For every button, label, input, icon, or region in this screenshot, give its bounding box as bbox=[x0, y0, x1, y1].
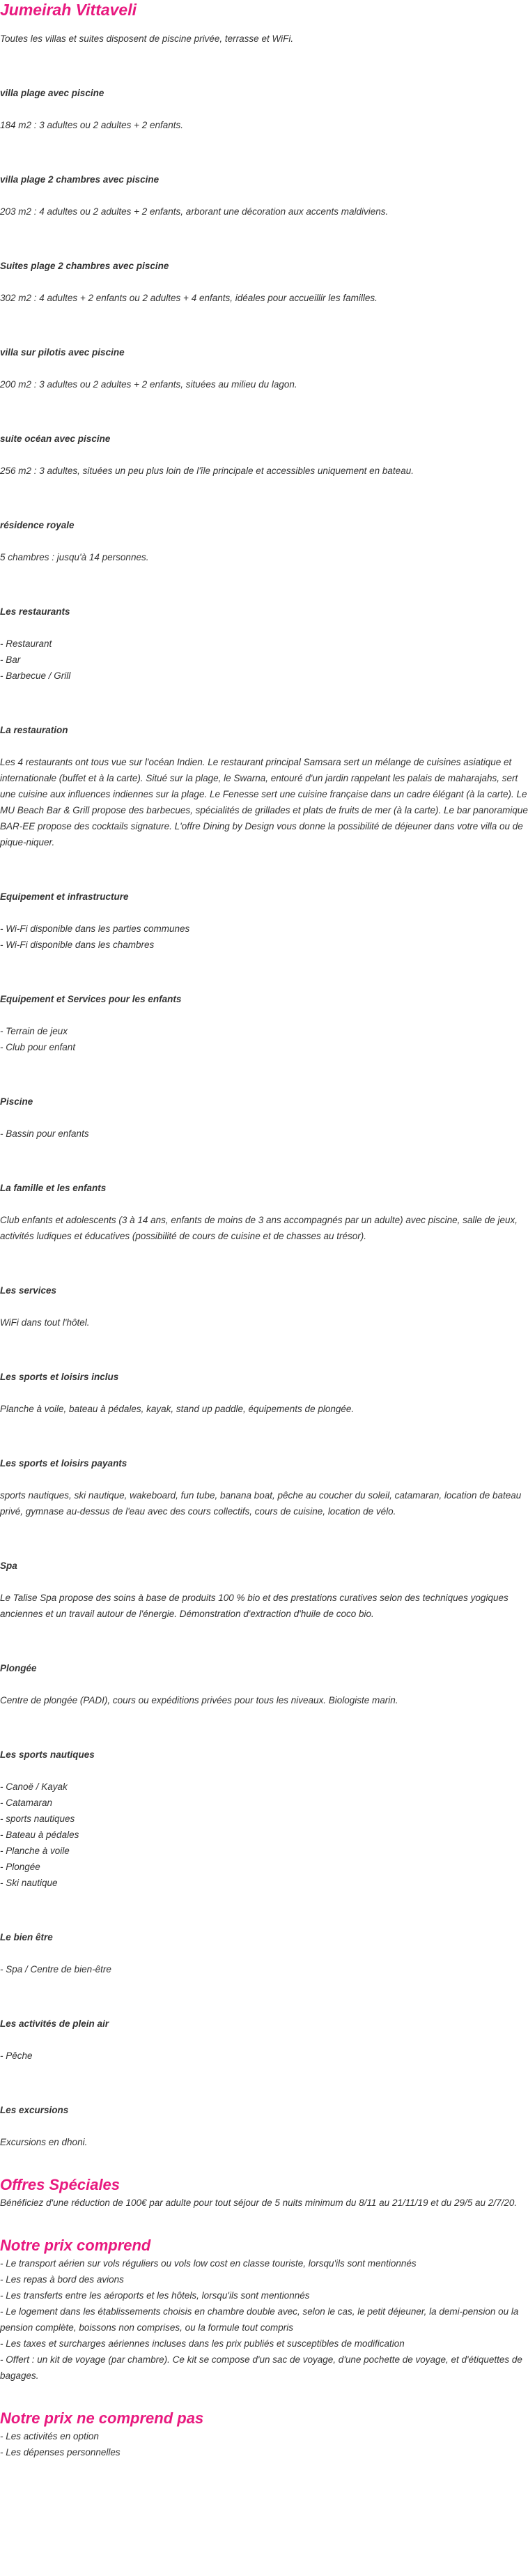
section bbox=[0, 1455, 528, 1519]
section-line: - Catamaran bbox=[0, 1797, 53, 1808]
section-line: - Bassin pour enfants bbox=[0, 1128, 89, 1139]
section-line: - sports nautiques bbox=[0, 1814, 75, 1824]
section-line: - Restaurant bbox=[0, 638, 52, 649]
section-body bbox=[0, 1023, 528, 1055]
section-body bbox=[0, 636, 528, 684]
price-line: - Les repas à bord des avions bbox=[0, 2274, 124, 2285]
section-heading: Les restaurants bbox=[0, 606, 70, 617]
section bbox=[0, 85, 528, 133]
section-body bbox=[0, 2048, 528, 2064]
section-body bbox=[0, 1314, 528, 1331]
ne-comprend-list bbox=[0, 2428, 528, 2460]
ne-comprend-block bbox=[0, 2409, 528, 2460]
section-heading: Plongée bbox=[0, 1663, 37, 1673]
section-body bbox=[0, 2134, 528, 2150]
section-heading: Equipement et Services pour les enfants bbox=[0, 994, 182, 1004]
section-body bbox=[0, 1212, 528, 1244]
section-line: - Terrain de jeux bbox=[0, 1026, 68, 1036]
section-line: - Wi-Fi disponible dans les chambres bbox=[0, 940, 155, 950]
section bbox=[0, 171, 528, 220]
intro-text: Toutes les villas et suites disposent de piscine privée, terrasse et WiFi. bbox=[0, 33, 294, 44]
section bbox=[0, 1094, 528, 1142]
price-line: - Offert : un kit de voyage (par chambre). Ce kit se compose d'un sac de voyage, d'une pochette de voyage, et d'étiquettes de bagages. bbox=[0, 2354, 522, 2381]
section bbox=[0, 1747, 528, 1891]
section-line: - Planche à voile bbox=[0, 1846, 70, 1856]
section bbox=[0, 2102, 528, 2150]
section-heading: suite océan avec piscine bbox=[0, 434, 111, 444]
section-line: 256 m2 : 3 adultes, situées un peu plus loin de l'île principale et accessibles uniquement en bateau. bbox=[0, 466, 414, 476]
section-line: 184 m2 : 3 adultes ou 2 adultes + 2 enfants. bbox=[0, 120, 184, 130]
section-body bbox=[0, 921, 528, 953]
comprend-heading: Notre prix comprend bbox=[0, 2237, 151, 2254]
section-heading: villa plage avec piscine bbox=[0, 88, 104, 98]
section-heading: Les services bbox=[0, 1285, 57, 1296]
section-heading: La restauration bbox=[0, 725, 68, 735]
section bbox=[0, 1558, 528, 1622]
section-line: sports nautiques, ski nautique, wakeboard, fun tube, banana boat, pêche au coucher du soleil, catamaran, location de bateau privé, gymnase au-dessus de l'eau avec des cours collectifs, cours de cuisine, location de vélo. bbox=[0, 1490, 522, 1517]
section-line: - Pêche bbox=[0, 2050, 33, 2061]
section-line: Centre de plongée (PADI), cours ou expéditions privées pour tous les niveaux. Biologiste marin. bbox=[0, 1695, 398, 1705]
section-body bbox=[0, 290, 528, 306]
section-line: - Barbecue / Grill bbox=[0, 670, 71, 681]
section-body bbox=[0, 1590, 528, 1622]
section bbox=[0, 431, 528, 479]
section-heading: résidence royale bbox=[0, 520, 75, 530]
section bbox=[0, 1369, 528, 1417]
section bbox=[0, 604, 528, 684]
section-line: - Spa / Centre de bien-être bbox=[0, 1964, 111, 1975]
section-heading: Suites plage 2 chambres avec piscine bbox=[0, 261, 169, 271]
section-line: - Canoë / Kayak bbox=[0, 1781, 68, 1792]
section-line: 302 m2 : 4 adultes + 2 enfants ou 2 adultes + 4 enfants, idéales pour accueillir les familles. bbox=[0, 293, 378, 303]
section-line: Club enfants et adolescents (3 à 14 ans, enfants de moins de 3 ans accompagnés par un adulte) avec piscine, salle de jeux, activités ludiques et éducatives (possibilité de cours de cuisine et de chasses au trésor). bbox=[0, 1215, 518, 1241]
section-body bbox=[0, 204, 528, 220]
section-line: WiFi dans tout l'hôtel. bbox=[0, 1317, 90, 1328]
price-line: - Le logement dans les établissements choisis en chambre double avec, selon le cas, le petit déjeuner, la demi-pension ou la pension complète, boissons non comprises, ou la formule tout compris bbox=[0, 2306, 519, 2333]
section bbox=[0, 517, 528, 565]
section-body bbox=[0, 549, 528, 565]
sections-container bbox=[0, 85, 528, 2150]
section-line: - Plongée bbox=[0, 1862, 40, 1872]
section-heading: Les sports et loisirs inclus bbox=[0, 1372, 119, 1382]
section-line: - Club pour enfant bbox=[0, 1042, 76, 1052]
section bbox=[0, 344, 528, 392]
section bbox=[0, 1660, 528, 1708]
section bbox=[0, 722, 528, 850]
section-line: - Bar bbox=[0, 654, 21, 665]
section-line: - Bateau à pédales bbox=[0, 1830, 79, 1840]
section-body bbox=[0, 1961, 528, 1977]
section-line: Planche à voile, bateau à pédales, kayak, stand up paddle, équipements de plongée. bbox=[0, 1404, 355, 1414]
section bbox=[0, 1929, 528, 1977]
section bbox=[0, 991, 528, 1055]
section bbox=[0, 889, 528, 953]
price-line: - Les transferts entre les aéroports et les hôtels, lorsqu'ils sont mentionnés bbox=[0, 2290, 310, 2301]
section-heading: Les sports nautiques bbox=[0, 1749, 95, 1760]
section bbox=[0, 1282, 528, 1331]
section-line: 203 m2 : 4 adultes ou 2 adultes + 2 enfants, arborant une décoration aux accents maldiviens. bbox=[0, 206, 389, 217]
section-body bbox=[0, 1126, 528, 1142]
comprend-list bbox=[0, 2255, 528, 2384]
section-heading: Piscine bbox=[0, 1096, 33, 1107]
price-line: - Les taxes et surcharges aériennes incluses dans les prix publiés et susceptibles de modification bbox=[0, 2338, 405, 2349]
price-line: - Les dépenses personnelles bbox=[0, 2447, 121, 2458]
section-heading: Les activités de plein air bbox=[0, 2018, 109, 2029]
section-body bbox=[0, 376, 528, 392]
price-line: - Le transport aérien sur vols réguliers ou vols low cost en classe touriste, lorsqu'ils sont mentionnés bbox=[0, 2258, 417, 2269]
section bbox=[0, 1180, 528, 1244]
offres-heading: Offres Spéciales bbox=[0, 2176, 121, 2193]
section-line: - Wi-Fi disponible dans les parties communes bbox=[0, 923, 190, 934]
section-body bbox=[0, 754, 528, 850]
section-line: - Ski nautique bbox=[0, 1878, 58, 1888]
page-title: Jumeirah Vittaveli bbox=[0, 1, 137, 19]
price-line: - Les activités en option bbox=[0, 2431, 99, 2441]
section bbox=[0, 258, 528, 306]
section-body bbox=[0, 1487, 528, 1519]
section-line: Les 4 restaurants ont tous vue sur l'océan Indien. Le restaurant principal Samsara sert un mélange de cuisines asiatique et internationale (buffet et à la carte). Situé sur la plage, le Swarna, entouré d'un jardin rappelant les palais de maharajahs, sert une cuisine aux influences indiennes sur la plage. Le Fenesse sert une cuisine française dans un cadre élégant (à la carte). Le MU Beach Bar & Grill propose des barbecues, spécialités de grillades et plats de fruits de mer (à la carte). Le bar panoramique BAR-EE propose des cocktails signature. L'offre Dining by Design vous donne la possibilité de déjeuner dans votre villa ou de pique-niquer. bbox=[0, 757, 528, 848]
section-line: Le Talise Spa propose des soins à base de produits 100 % bio et des prestations curatives selon des techniques yogiques anciennes et un travail autour de l'énergie. Démonstration d'extraction d'huile de coco bio. bbox=[0, 1593, 508, 1619]
comprend-block bbox=[0, 2236, 528, 2384]
section-line: 5 chambres : jusqu'à 14 personnes. bbox=[0, 552, 149, 562]
section-heading: Les sports et loisirs payants bbox=[0, 1458, 127, 1469]
section bbox=[0, 2016, 528, 2064]
section-line: 200 m2 : 3 adultes ou 2 adultes + 2 enfants, situées au milieu du lagon. bbox=[0, 379, 297, 390]
section-heading: villa sur pilotis avec piscine bbox=[0, 347, 125, 358]
ne-comprend-heading: Notre prix ne comprend pas bbox=[0, 2409, 204, 2427]
section-heading: villa plage 2 chambres avec piscine bbox=[0, 174, 160, 185]
section-body bbox=[0, 117, 528, 133]
section-heading: Les excursions bbox=[0, 2105, 69, 2115]
section-body bbox=[0, 1401, 528, 1417]
section-body bbox=[0, 1692, 528, 1708]
section-body bbox=[0, 463, 528, 479]
section-heading: Equipement et infrastructure bbox=[0, 891, 129, 902]
section-line: Excursions en dhoni. bbox=[0, 2137, 88, 2147]
offres-text: Bénéficiez d'une réduction de 100€ par adulte pour tout séjour de 5 nuits minimum du 8/11 au 21/11/19 et du 29/5 au 2/7/20. bbox=[0, 2198, 518, 2208]
section-heading: Spa bbox=[0, 1561, 17, 1571]
section-heading: Le bien être bbox=[0, 1932, 53, 1942]
section-body bbox=[0, 1779, 528, 1891]
section-heading: La famille et les enfants bbox=[0, 1183, 107, 1193]
offres-block bbox=[0, 2175, 528, 2211]
